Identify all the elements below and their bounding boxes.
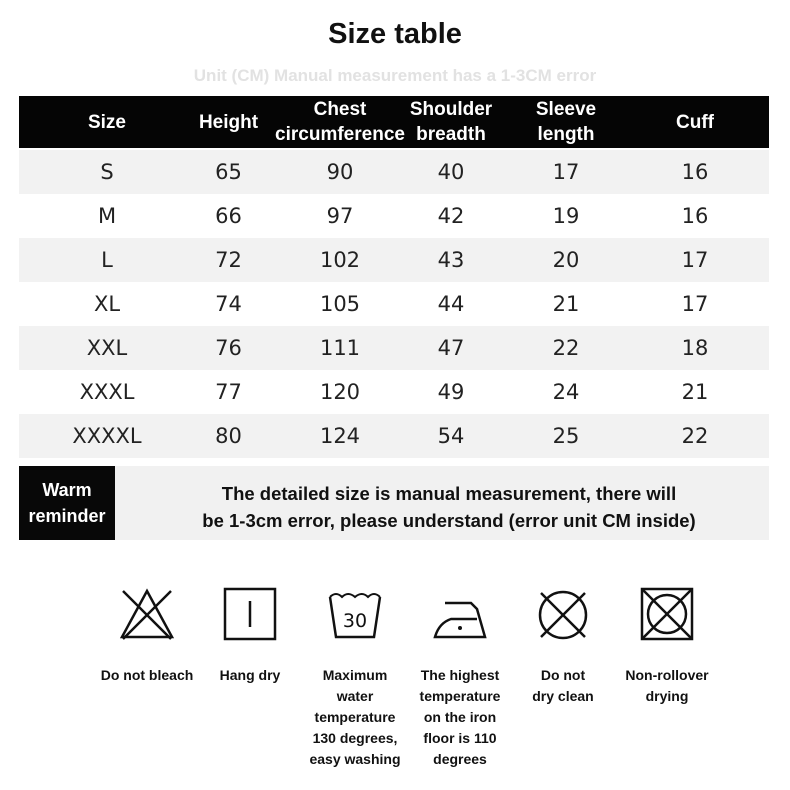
header-chest: Chest circumference <box>275 99 405 145</box>
cell-size: S <box>100 159 114 184</box>
cell-cuff: 18 <box>681 335 709 360</box>
care-label-no-tumble-dry: Non-rollover drying <box>625 667 709 704</box>
page-title: Size table <box>328 18 462 50</box>
table-row <box>19 238 769 282</box>
reminder-text-line2: be 1-3cm error, please understand (error unit CM inside) <box>202 510 696 531</box>
cell-chest: 105 <box>319 291 361 316</box>
cell-cuff: 16 <box>681 203 709 228</box>
care-label-wash-30: Maximum water temperature 130 degrees, easy washing <box>309 667 401 767</box>
table-header <box>19 96 769 148</box>
cell-size: XXL <box>86 335 128 360</box>
warm-reminder <box>19 466 769 540</box>
care-label-no-dry-clean: Do not dry clean <box>532 667 594 704</box>
care-item-no-bleach <box>92 585 202 686</box>
cell-height: 76 <box>215 335 242 360</box>
table-row <box>19 194 769 238</box>
cell-chest: 124 <box>319 423 361 448</box>
cell-cuff: 21 <box>681 379 709 404</box>
table-row <box>19 282 769 326</box>
care-item-wash-30 <box>300 585 410 770</box>
cell-cuff: 17 <box>681 291 709 316</box>
cell-sleeve: 20 <box>552 247 580 272</box>
cell-chest: 120 <box>319 379 361 404</box>
cell-sleeve: 17 <box>552 159 580 184</box>
care-item-hang-dry <box>205 585 295 686</box>
header-sleeve: Sleeve length <box>535 99 597 145</box>
svg-text:30: 30 <box>342 610 368 632</box>
cell-height: 72 <box>215 247 242 272</box>
cell-height: 77 <box>215 379 242 404</box>
table-row <box>19 414 769 458</box>
cell-chest: 90 <box>326 159 354 184</box>
cell-height: 66 <box>215 203 242 228</box>
size-table <box>19 96 769 458</box>
cell-sleeve: 25 <box>552 423 580 448</box>
reminder-text-line1: The detailed size is manual measurement, there will <box>221 483 677 504</box>
hang-dry-icon <box>222 585 278 643</box>
table-row <box>19 150 769 194</box>
cell-size: XL <box>93 291 121 316</box>
cell-cuff: 17 <box>681 247 709 272</box>
cell-shoulder: 49 <box>437 379 465 404</box>
cell-cuff: 16 <box>681 159 709 184</box>
cell-cuff: 22 <box>681 423 709 448</box>
no-tumble-dry-icon <box>638 585 696 643</box>
cell-size: L <box>101 247 113 272</box>
cell-sleeve: 24 <box>552 379 580 404</box>
care-label-iron: The highest temperature on the iron floor is 110 degrees <box>419 667 501 767</box>
header-cuff: Cuff <box>676 111 714 133</box>
cell-shoulder: 42 <box>437 203 465 228</box>
cell-shoulder: 47 <box>437 335 465 360</box>
cell-height: 80 <box>215 423 242 448</box>
care-label-hang-dry: Hang dry <box>219 667 281 683</box>
table-row <box>19 326 769 370</box>
wash-30-icon <box>326 585 384 643</box>
cell-sleeve: 19 <box>552 203 580 228</box>
no-bleach-icon <box>117 585 177 643</box>
cell-chest: 97 <box>326 203 354 228</box>
care-instructions <box>0 585 790 790</box>
care-item-no-tumble-dry <box>612 585 722 707</box>
cell-height: 65 <box>215 159 242 184</box>
no-dry-clean-icon <box>534 585 592 643</box>
cell-chest: 111 <box>319 335 361 360</box>
header-shoulder: Shoulder breadth <box>409 99 493 145</box>
cell-size: XXXL <box>79 379 135 404</box>
cell-shoulder: 44 <box>437 291 465 316</box>
page-subtitle: Unit (CM) Manual measurement has a 1-3CM error <box>193 66 597 85</box>
cell-shoulder: 54 <box>437 423 465 448</box>
reminder-text <box>149 480 749 534</box>
cell-shoulder: 40 <box>437 159 465 184</box>
cell-sleeve: 21 <box>552 291 580 316</box>
cell-size: M <box>97 203 117 228</box>
reminder-label: Warm reminder <box>19 466 115 540</box>
cell-sleeve: 22 <box>552 335 580 360</box>
cell-shoulder: 43 <box>437 247 465 272</box>
header-size: Size <box>87 111 127 133</box>
care-item-iron <box>405 585 515 770</box>
iron-icon <box>431 585 489 643</box>
cell-height: 74 <box>215 291 242 316</box>
table-body <box>19 150 769 458</box>
cell-size: XXXXL <box>72 423 142 448</box>
header-height: Height <box>198 111 259 133</box>
table-row <box>19 370 769 414</box>
cell-chest: 102 <box>319 247 361 272</box>
care-label-no-bleach: Do not bleach <box>100 667 194 683</box>
care-item-no-dry-clean <box>513 585 613 707</box>
